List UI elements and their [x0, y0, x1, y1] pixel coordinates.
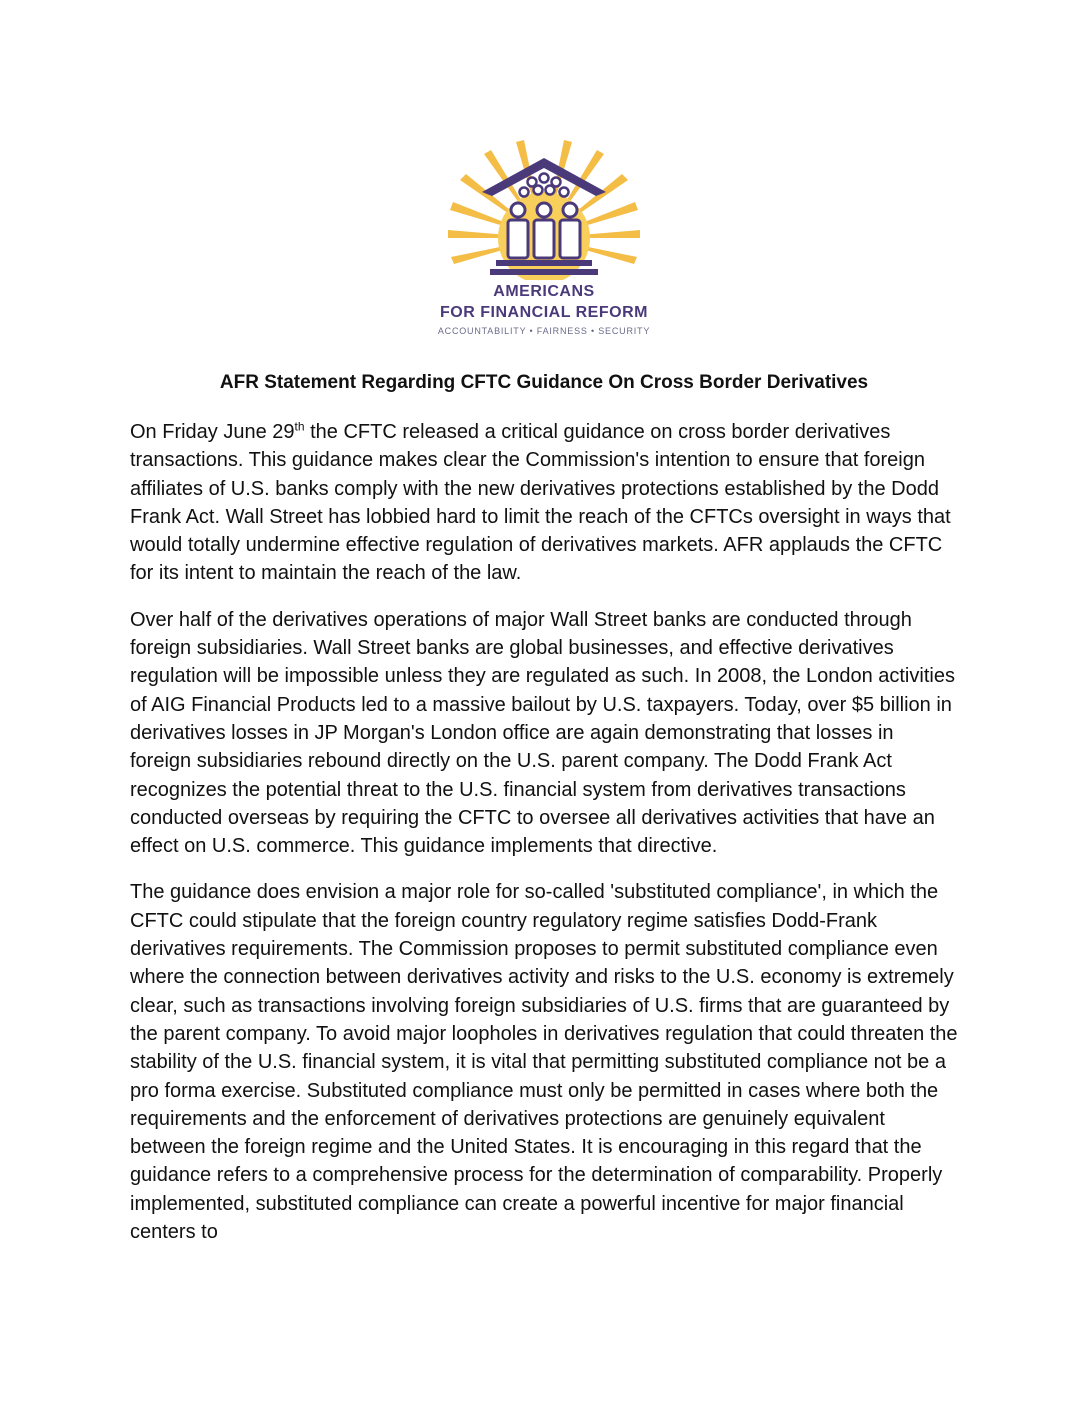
- paragraph-1-rest: the CFTC released a critical guidance on cross border derivatives transactions. This guidance makes clear the Commission's intention to ensure that foreign affiliates of U.S. banks comply with the new derivatives protections established by the Dodd Frank Act. Wall Street has lobbied hard to limit the reach of the CFTCs oversight in ways that would totally undermine effective regulation of derivatives markets. AFR applauds the CFTC for its intent to maintain the reach of the law.: [130, 421, 951, 585]
- paragraph-3: The guidance does envision a major role for so-called 'substituted compliance', in which the CFTC could stipulate that the foreign country regulatory regime satisfies Dodd-Frank derivatives requirements. The Commission proposes to permit substituted compliance even where the connection between derivatives activity and risks to the U.S. economy is extremely clear, such as transactions involving foreign subsidiaries of U.S. firms that are guaranteed by the parent company. To avoid major loopholes in derivatives regulation that could threaten the stability of the U.S. financial system, it is vital that permitting substituted compliance not be a pro forma exercise. Substituted compliance must only be permitted in cases where both the requirements and the enforcement of derivatives protections are genuinely equivalent between the foreign regime and the United States. It is encouraging in this regard that the guidance refers to a comprehensive process for the determination of comparability. Properly implemented, substituted compliance can create a powerful incentive for major financial centers to: [130, 881, 958, 1244]
- document-title: AFR Statement Regarding CFTC Guidance On Cross Border Derivatives: [219, 372, 869, 393]
- house-with-people-sunburst-icon: [420, 140, 668, 280]
- base-step-icon: [490, 269, 598, 275]
- base-step-icon: [496, 260, 592, 266]
- people-columns-icon: [508, 203, 580, 258]
- org-tagline: ACCOUNTABILITY • FAIRNESS • SECURITY: [437, 326, 651, 336]
- paragraph-2: Over half of the derivatives operations of major Wall Street banks are conducted through foreign subsidiaries. Wall Street banks are global businesses, and effective derivatives regulation will be impossible unless they are regulated as such. In 2008, the London activities of AIG Financial Products led to a massive bailout by U.S. taxpayers. Today, over $5 billion in derivatives losses in JP Morgan's London office are again demonstrating that losses in foreign subsidiaries rebound directly on the U.S. parent company. The Dodd Frank Act recognizes the potential threat to the U.S. financial system from derivatives transactions conducted overseas by requiring the CFTC to oversee all derivatives activities that have an effect on U.S. commerce. This guidance implements that directive.: [130, 608, 955, 858]
- paragraph-1: [130, 418, 960, 588]
- org-name-line1: AMERICANS: [493, 283, 595, 300]
- document-body: [130, 418, 960, 1264]
- org-name-line2: FOR FINANCIAL REFORM: [440, 304, 648, 321]
- date-superscript: th: [294, 419, 305, 434]
- paragraph-1-start: On Friday June 29: [130, 421, 295, 443]
